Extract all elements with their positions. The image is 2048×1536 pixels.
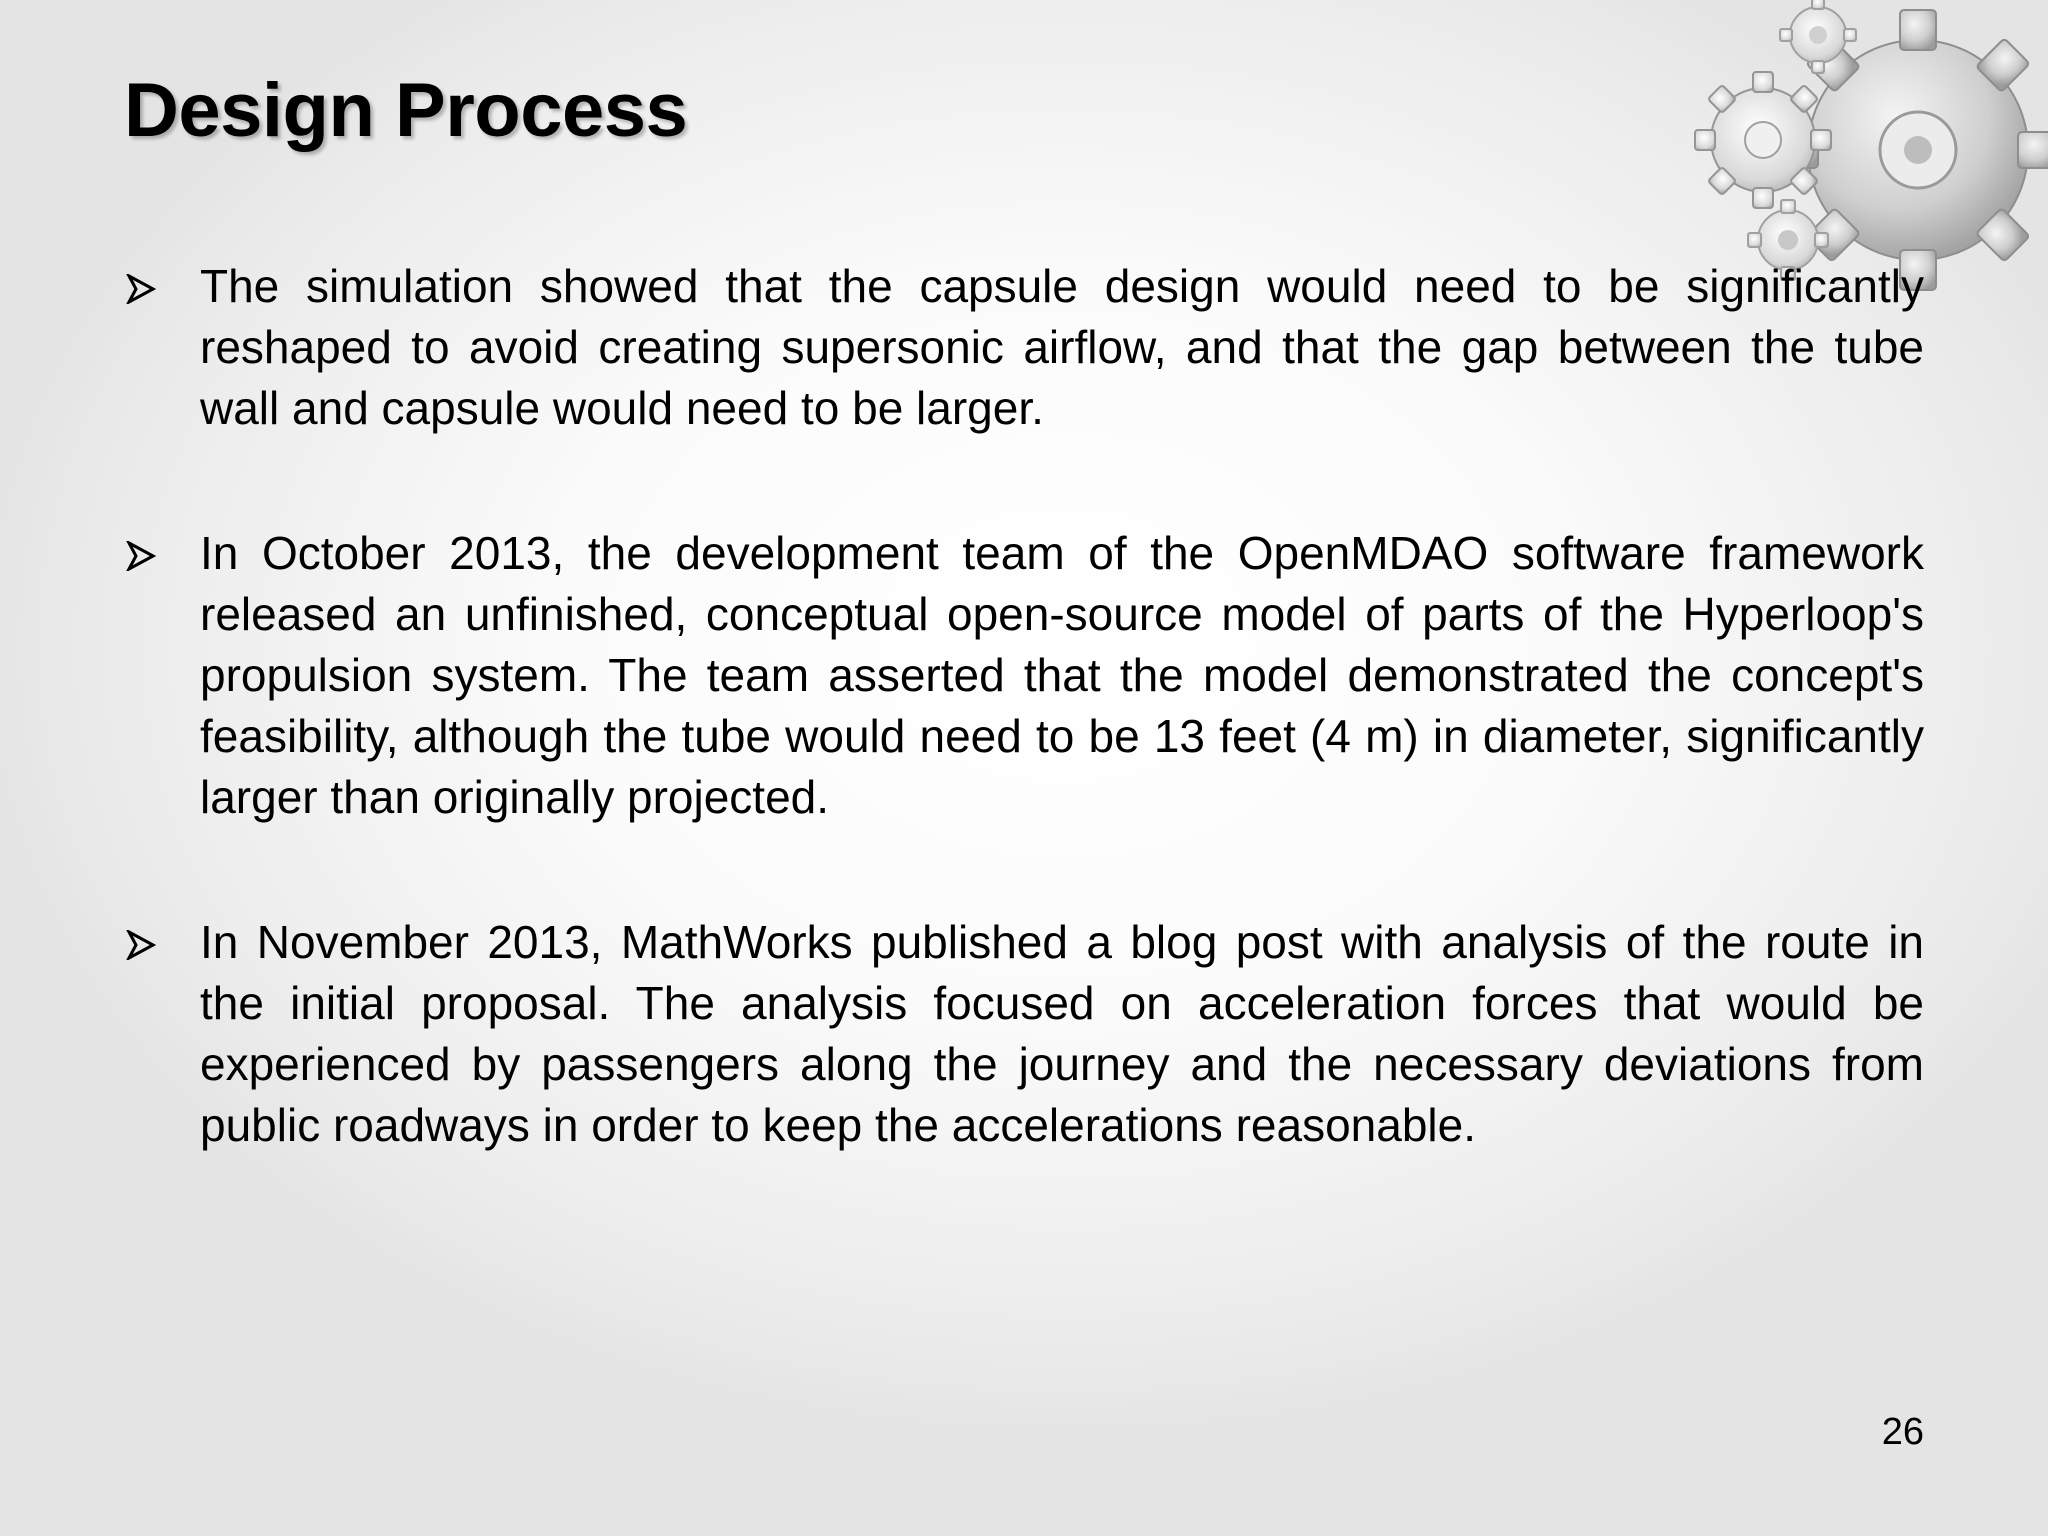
slide-title: Design Process — [124, 68, 688, 153]
bullet-item — [124, 912, 1924, 1156]
bullet-text: In October 2013, the development team of the OpenMDAO software framework released an unfinished, conceptual open-source model of parts of the Hyperloop's propulsion system. The team asserted that the model demonstrated the concept's feasibility, although the tube would need to be 13 feet (4 m) in diameter, significantly larger than originally projected. — [200, 527, 1924, 823]
bullet-text: The simulation showed that the capsule design would need to be significantly reshaped to avoid creating supersonic airflow, and that the gap between the tube wall and capsule would need to be larger. — [200, 260, 1924, 434]
bullet-list — [124, 256, 1924, 1240]
bullet-text: In November 2013, MathWorks published a blog post with analysis of the route in the initial proposal. The analysis focused on acceleration forces that would be experienced by passengers along the journey and the necessary deviations from public roadways in order to keep the accelerations reasonable. — [200, 916, 1924, 1151]
arrowhead-bullet-icon — [126, 541, 156, 571]
page-number: 26 — [1881, 1411, 1924, 1453]
bullet-item — [124, 523, 1924, 828]
arrowhead-bullet-icon — [126, 930, 156, 960]
bullet-item — [124, 256, 1924, 439]
arrowhead-bullet-icon — [126, 274, 156, 304]
